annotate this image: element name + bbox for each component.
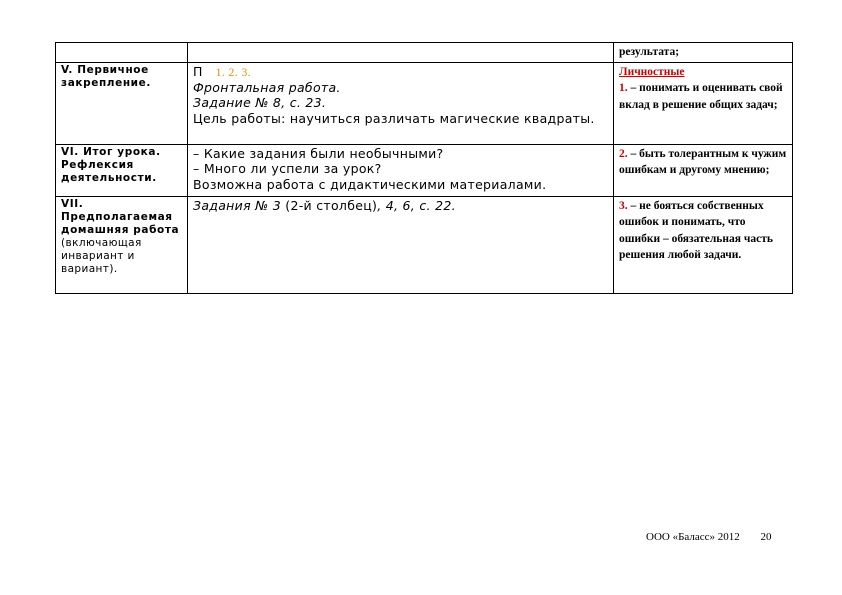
table-row — [56, 196, 793, 293]
content-line — [193, 64, 609, 80]
content-line: Цель работы: научиться различать магические квадраты. — [193, 110, 595, 126]
table-row — [56, 43, 793, 63]
result-cell — [614, 144, 793, 196]
homework-pages: , 4, 6, с. 22. — [377, 197, 456, 213]
stage-cell — [56, 196, 188, 293]
stage-note: (включающая инвариант и вариант). — [61, 236, 142, 275]
content-line: Фронтальная работа. — [193, 79, 341, 95]
stage-title: VII. Предполагаемая домашняя работа — [61, 197, 180, 236]
content-cell — [188, 62, 614, 144]
result-item — [619, 146, 788, 179]
content-cell — [188, 196, 614, 293]
result-cell — [614, 62, 793, 144]
content-line: – Какие задания были необычными? — [193, 145, 444, 161]
result-text: – быть толерантным к чужим ошибкам и другому мнению; — [619, 147, 787, 176]
result-text: – не бояться собственных ошибок и понимать, что ошибки – обязательная часть решения любой задачи. — [619, 199, 773, 261]
result-cell — [614, 196, 793, 293]
table-row — [56, 144, 793, 196]
result-cell — [614, 43, 793, 63]
result-heading: Личностные — [619, 65, 685, 78]
stage-cell: V. Первичное закрепление. — [56, 62, 188, 144]
page-footer — [646, 531, 772, 543]
content-marks: 1. 2. 3. — [215, 64, 251, 79]
result-number: 2. — [619, 147, 628, 160]
content-cell — [188, 144, 614, 196]
stage-cell: VI. Итог урока. Рефлексия деятельности. — [56, 144, 188, 196]
result-text: результата; — [619, 46, 680, 58]
stage-cell — [56, 43, 188, 63]
homework-column: (2-й столбец) — [285, 197, 378, 213]
result-text: – понимать и оценивать свой вклад в решение общих задач; — [619, 82, 783, 111]
content-line: Возможна работа с дидактическими материалами. — [193, 176, 547, 192]
result-item — [619, 80, 788, 113]
content-line: Задание № 8, с. 23. — [193, 95, 327, 110]
result-number: 1. — [619, 82, 628, 94]
result-number: 3. — [619, 199, 628, 212]
lesson-table — [55, 42, 793, 294]
content-line: – Много ли успели за урок? — [193, 161, 382, 176]
homework-tasks: Задания № 3 — [193, 197, 281, 213]
table-row — [56, 62, 793, 144]
footer-company: ООО «Баласс» 2012 — [646, 531, 740, 543]
result-item — [619, 198, 788, 264]
content-prefix: П — [193, 63, 203, 79]
content-cell — [188, 43, 614, 63]
page-number: 20 — [760, 531, 772, 543]
